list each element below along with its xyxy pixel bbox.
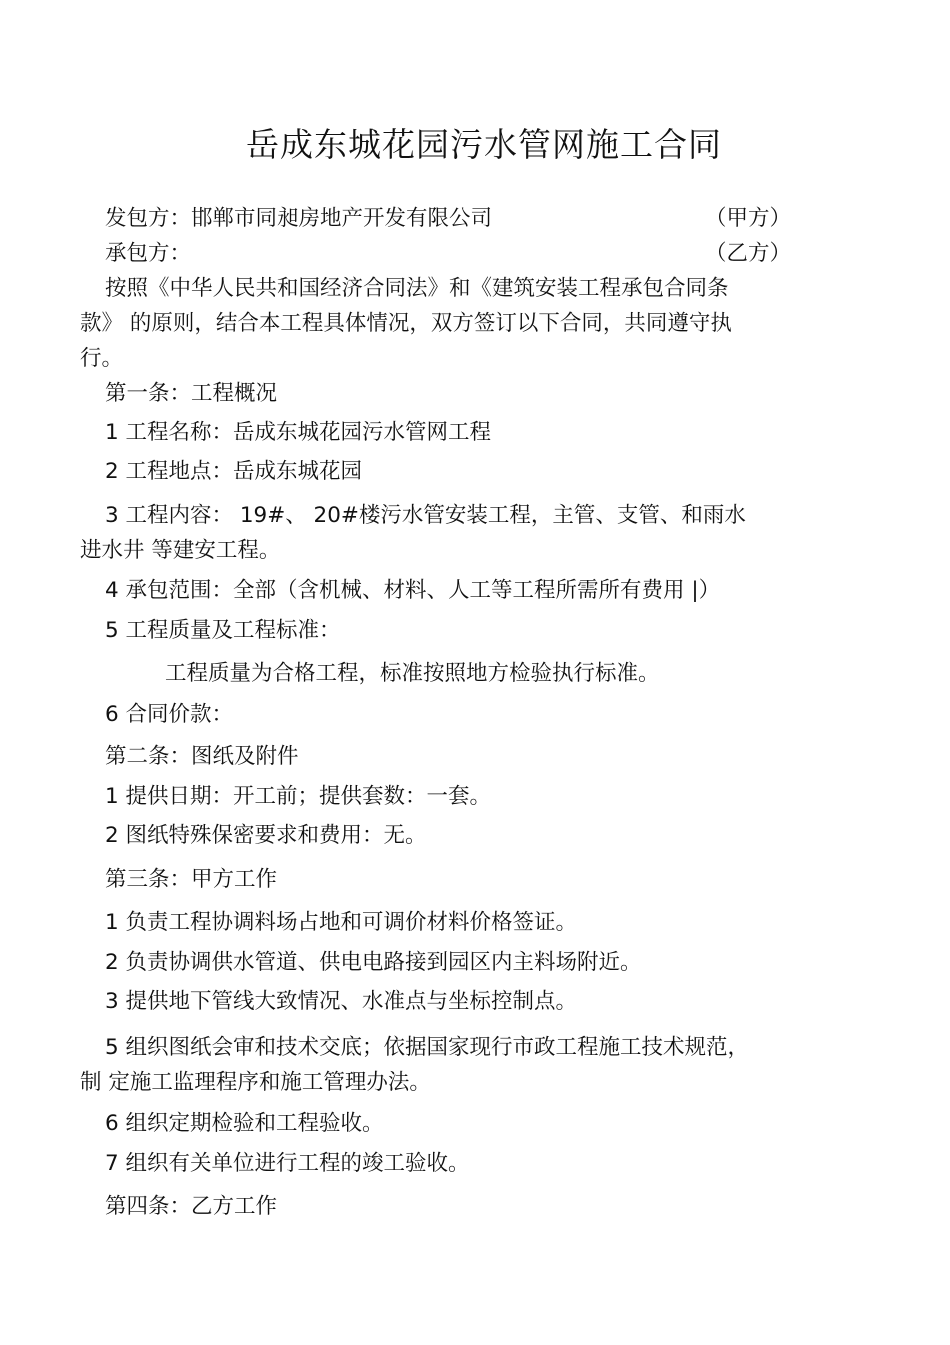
article-3-item-2: 2 负责协调供水管道、供电电路接到园区内主料场附近。	[105, 950, 642, 975]
party-a-tag: （甲方）	[705, 206, 792, 231]
article-3-item-5-line-1: 5 组织图纸会审和技术交底；依据国家现行市政工程施工技术规范，	[105, 1035, 750, 1060]
article-3-item-5-line-2: 制 定施工监理程序和施工管理办法。	[80, 1070, 431, 1095]
article-4-heading: 第四条：乙方工作	[105, 1194, 278, 1219]
article-1-item-1: 1 工程名称：岳成东城花园污水管网工程	[105, 420, 492, 445]
article-3-item-3: 3 提供地下管线大致情况、水准点与坐标控制点。	[105, 989, 578, 1014]
article-3-heading: 第三条：甲方工作	[105, 867, 278, 892]
article-1-item-6: 6 合同价款：	[105, 702, 234, 727]
preamble-line-3: 行。	[80, 346, 124, 371]
document-title: 岳成东城花园污水管网施工合同	[246, 125, 722, 164]
article-1-item-4: 4 承包范围：全部（含机械、材料、人工等工程所需所有费用 |）	[105, 578, 721, 603]
article-2-heading: 第二条：图纸及附件	[105, 744, 299, 769]
article-3-item-7: 7 组织有关单位进行工程的竣工验收。	[105, 1151, 470, 1176]
article-1-item-2: 2 工程地点：岳成东城花园	[105, 459, 363, 484]
article-1-item-3-line-1: 3 工程内容： 19#、 20#楼污水管安装工程，主管、支管、和雨水	[105, 503, 746, 528]
article-1-item-3-line-2: 进水井 等建安工程。	[80, 538, 281, 563]
preamble-line-1: 按照《中华人民共和国经济合同法》和《建筑安装工程承包合同条	[105, 276, 729, 301]
article-1-item-5: 5 工程质量及工程标准：	[105, 618, 341, 643]
article-2-item-2: 2 图纸特殊保密要求和费用：无。	[105, 823, 427, 848]
article-2-item-1: 1 提供日期：开工前；提供套数：一套。	[105, 784, 492, 809]
article-3-item-1: 1 负责工程协调料场占地和可调价材料价格签证。	[105, 910, 578, 935]
article-1-heading: 第一条：工程概况	[105, 381, 278, 406]
party-b-tag: （乙方）	[705, 241, 792, 266]
party-a-line: 发包方：邯郸市同昶房地产开发有限公司	[105, 206, 493, 231]
party-b-line: 承包方：	[105, 241, 192, 266]
preamble-line-2: 款》 的原则，结合本工程具体情况，双方签订以下合同，共同遵守执	[80, 311, 732, 336]
article-3-item-6: 6 组织定期检验和工程验收。	[105, 1111, 384, 1136]
article-1-item-5-detail: 工程质量为合格工程，标准按照地方检验执行标准。	[165, 661, 660, 686]
